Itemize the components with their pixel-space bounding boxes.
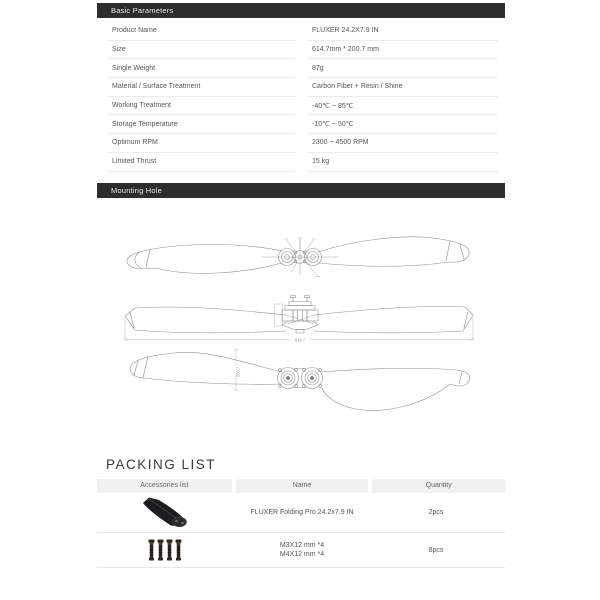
- column-header-accessories: Accessories list: [97, 479, 232, 493]
- spec-label: Working Treatment: [108, 97, 295, 116]
- width-dimension-label: 200.7: [235, 366, 241, 378]
- column-header-quantity: Quantity: [372, 479, 505, 493]
- basic-parameters-table: [108, 22, 498, 172]
- table-row: [97, 533, 505, 568]
- item-name: FLUXER Folding Pro 24.2x7.9 IN: [250, 509, 354, 516]
- spec-label: Limited Thrust: [108, 153, 295, 172]
- spec-label: Size: [108, 41, 295, 60]
- spec-label: Storage Temperature: [108, 115, 295, 134]
- spec-value: 2300 ~ 4500 RPM: [308, 134, 498, 153]
- spec-value: Carbon Fiber + Resin / Shine: [308, 78, 498, 97]
- packing-list-header: [97, 479, 505, 493]
- side-view-drawing: [125, 296, 473, 342]
- spec-label: Single Weight: [108, 59, 295, 78]
- table-row: [108, 115, 498, 134]
- spec-value: -10℃ ~ 50℃: [308, 115, 498, 134]
- spec-label: Optimum RPM: [108, 134, 295, 153]
- propeller-item-image: [97, 496, 233, 529]
- column-header-name: Name: [236, 479, 369, 493]
- table-row: [108, 134, 498, 153]
- screw-shape: [149, 539, 182, 560]
- section-header-mounting-hole: [97, 183, 505, 198]
- item-name: [233, 541, 371, 559]
- table-row: [108, 22, 498, 41]
- table-row: [108, 59, 498, 78]
- item-quantity: 8pcs: [428, 546, 444, 554]
- table-row: [97, 493, 505, 533]
- length-dimension-label: 614.7: [294, 337, 306, 343]
- spec-value: FLUXER 24.2X7.9 IN: [308, 22, 498, 41]
- spec-value: 87g: [308, 59, 498, 78]
- spec-label: Product Name: [108, 22, 295, 41]
- spec-value: -40℃ ~ 85℃: [308, 97, 498, 116]
- spec-value: 614.7mm * 200.7 mm: [308, 41, 498, 60]
- packing-list-title: PACKING LIST: [106, 457, 217, 472]
- packing-list-table: [97, 479, 505, 568]
- section-header-basic-parameters: [97, 3, 505, 18]
- bottom-view-drawing: [130, 349, 470, 410]
- top-view-drawing: [127, 237, 469, 277]
- table-row: [108, 41, 498, 60]
- table-row: [108, 78, 498, 97]
- section-title: Basic Parameters: [111, 6, 174, 15]
- section-title: Mounting Hole: [111, 186, 162, 195]
- spec-value: 15 kg: [308, 153, 498, 172]
- item-name-line2: M4X12 mm *4: [279, 551, 325, 558]
- item-name-line1: M3X12 mm *4: [279, 542, 325, 549]
- spec-label: Material / Surface Treatment: [108, 78, 295, 97]
- table-row: [108, 153, 498, 172]
- screws-item-image: [97, 539, 233, 562]
- table-row: [108, 97, 498, 116]
- item-quantity: 2pcs: [428, 509, 444, 516]
- propeller-technical-drawing: [110, 212, 490, 442]
